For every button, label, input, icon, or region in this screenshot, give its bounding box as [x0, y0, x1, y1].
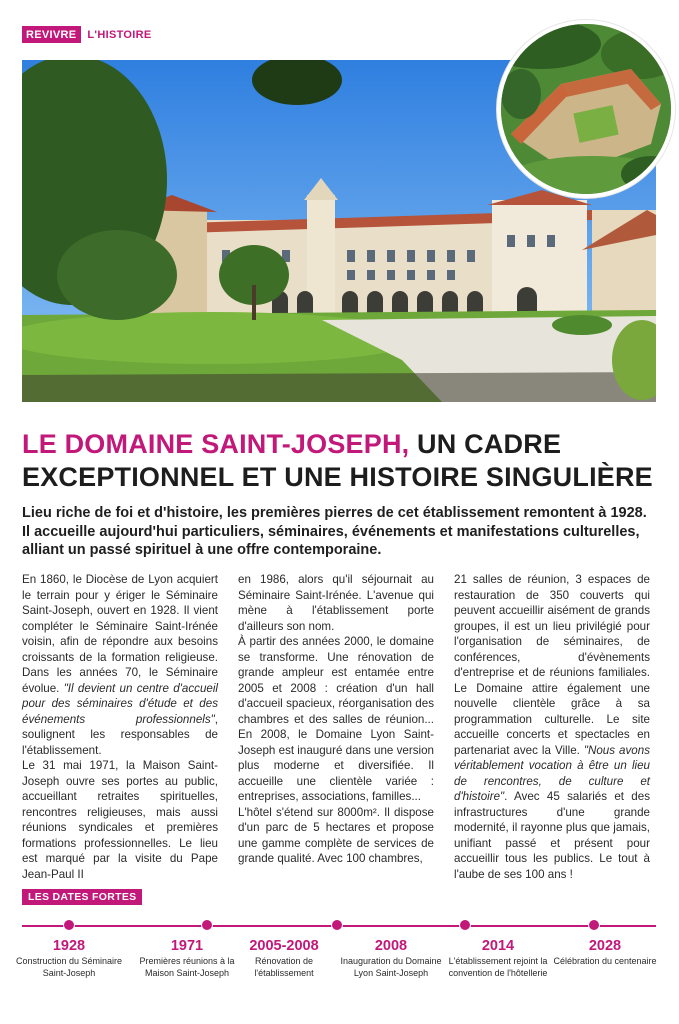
col3-p1-text: 21 salles de réunion, 3 espaces de restauration de 350 couverts qui peuvent accueillir aisément de grands groupes, il est un lieu privilégié pour l'organisation de séminaires, de conférences, d'évènements d'entreprise et de réunions familiales. Le Domaine attire également une nouvelle clientèle grâce à sa programmation culturelle. Le site accueille concerts et spectacles en partenariat avec la Ville.	[454, 573, 650, 757]
event-year: 2008	[374, 938, 408, 954]
aerial-photo-inset	[497, 20, 675, 198]
event-year: 1971	[170, 938, 204, 954]
col1-quote: "Il devient un centre d'accueil pour des séminaires d'étude et des événements professionnels"	[22, 681, 219, 726]
event-year: 2014	[481, 938, 515, 954]
timeline-dot	[201, 919, 213, 931]
col2-paragraph-1: en 1986, alors qu'il séjournait au Séminaire Saint-Irénée. L'avenue qui mène à l'établissement porte d'ailleurs son nom.	[238, 573, 434, 633]
col2-paragraph-2: À partir des années 2000, le domaine se transforme. Une rénovation de grande ampleur est entamée entre 2005 et 2008 : création d'un hall d'accueil spacieux, réorganisation des chambres et des salles de réunion... En 2008, le Domaine Lyon Saint-Joseph est inauguré dans une version plus moderne et diversifiée. Il accueille une clientèle variée : entreprises, associations, familles...	[238, 635, 434, 803]
headline	[22, 428, 662, 494]
timeline-event	[132, 937, 242, 979]
article-columns	[22, 572, 658, 882]
headline-line2: EXCEPTIONNEL ET UNE HISTOIRE SINGULIÈRE	[22, 462, 653, 492]
column-3	[454, 572, 650, 882]
event-year: 2005-2008	[249, 938, 319, 954]
event-label: L'établissement rejoint la convention de l'hôtellerie	[448, 956, 548, 978]
headline-highlight: LE DOMAINE SAINT-JOSEPH,	[22, 429, 410, 459]
headline-line1-rest: UN CADRE	[409, 429, 562, 459]
aerial-photo-illustration	[501, 24, 671, 194]
timeline-event	[336, 937, 446, 979]
event-label: Rénovation de l'établissement	[254, 956, 314, 978]
col3-quote: "Nous avons véritablement vocation à être un lieu de rencontres, de culture et d'histoire"	[454, 743, 650, 803]
lead-paragraph: Lieu riche de foi et d'histoire, les premières pierres de cet établissement remontent à 1928. Il accueille aujourd'hui particuliers, séminaires, événements et manifestations culturelles, alliant un passé spirituel à une offre contemporaine.	[22, 505, 647, 558]
timeline-title: LES DATES FORTES	[22, 889, 142, 905]
event-year: 2028	[588, 938, 622, 954]
timeline-event	[443, 937, 553, 979]
col3-paragraph-1	[454, 572, 650, 882]
section-tag	[22, 26, 158, 43]
col1-paragraph-1	[22, 572, 218, 758]
event-label: Premières réunions à la Maison Saint-Joseph	[139, 956, 235, 978]
event-label: Célébration du centenaire	[553, 956, 657, 966]
col3-p1-end: . Avec 45 salariés et des infrastructures d'une grande modernité, il rayonne plus que jamais, unifiant passé et présent pour accueillir tous les publics. Le tout à l'aube de ses 100 ans !	[454, 790, 650, 881]
column-1	[22, 572, 218, 882]
timeline-dot	[63, 919, 75, 931]
event-label: Inauguration du Domaine Lyon Saint-Joseph	[340, 956, 442, 978]
timeline-event	[14, 937, 124, 979]
section-tag-part1: REVIVRE	[22, 26, 81, 43]
timeline-dot	[588, 919, 600, 931]
section-tag-part2: L'HISTOIRE	[87, 29, 152, 41]
col1-paragraph-2: Le 31 mai 1971, la Maison Saint-Joseph ouvre ses portes au public, accueillant retraites spirituelles, rencontres religieuses, mais aussi réunions syndicales et premières formations professionnelles. Le lieu est marqué par la visite du Pape Jean-Paul II	[22, 759, 218, 881]
event-year: 1928	[52, 938, 86, 954]
col1-p1-text: En 1860, le Diocèse de Lyon acquiert le terrain pour y ériger le Séminaire Saint-Joseph, ouvert en 1928. Il vient compléter le Séminaire Saint-Irénée voisin, afin de répondre aux besoins croissants de la formation religieuse. Dans les années 70, le Séminaire évolue.	[22, 573, 218, 695]
col1-p1-end: , soulignent les responsables de l'établissement.	[22, 712, 218, 757]
event-label: Construction du Séminaire Saint-Joseph	[15, 956, 123, 978]
col2-paragraph-3: L'hôtel s'étend sur 8000m². Il dispose d'un parc de 5 hectares et propose une gamme complète de services de grande qualité. Avec 100 chambres,	[238, 805, 434, 865]
timeline-dot	[331, 919, 343, 931]
timeline-event	[550, 937, 660, 968]
timeline-dot	[459, 919, 471, 931]
timeline-event	[229, 937, 339, 979]
column-2	[238, 572, 434, 882]
